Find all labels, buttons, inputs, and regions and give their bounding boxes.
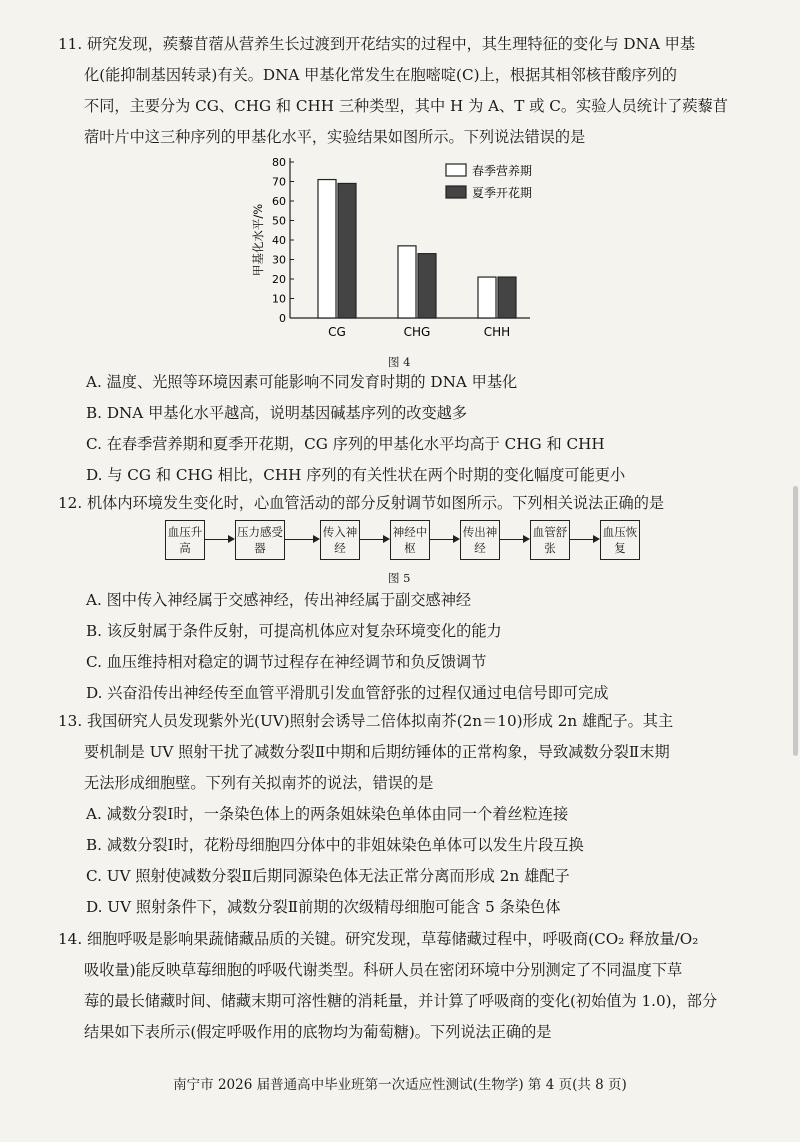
q11-option-a: A. 温度、光照等环境因素可能影响不同发育时期的 DNA 甲基化 bbox=[86, 373, 518, 391]
q13-line-3: 无法形成细胞壁。下列有关拟南芥的说法，错误的是 bbox=[84, 774, 434, 792]
flow-arrow bbox=[500, 539, 528, 540]
x-tick-label: CHG bbox=[403, 325, 431, 339]
flow-box-vasodilation: 血管舒张 bbox=[530, 520, 570, 560]
bar-chg-series-2 bbox=[418, 254, 436, 318]
y-tick-label: 70 bbox=[272, 175, 286, 189]
legend-label: 春季营养期 bbox=[472, 164, 533, 178]
y-tick-label: 10 bbox=[272, 292, 286, 306]
q14-line-1: 14. 细胞呼吸是影响果蔬储藏品质的关键。研究发现，草莓储藏过程中，呼吸商(CO₂ 释放量/O₂ bbox=[58, 930, 699, 948]
legend-swatch bbox=[446, 164, 466, 176]
q13-option-a: A. 减数分裂Ⅰ时，一条染色体上的两条姐妹染色单体由同一个着丝粒连接 bbox=[86, 805, 569, 823]
flow-box-efferent-nerve: 传出神经 bbox=[460, 520, 500, 560]
q12-option-d: D. 兴奋沿传出神经传至血管平滑肌引发血管舒张的过程仅通过电信号即可完成 bbox=[86, 684, 609, 702]
figure-5-caption: 图 5 bbox=[388, 571, 411, 585]
reflex-flow-diagram bbox=[165, 520, 645, 564]
bar-chh-series-1 bbox=[478, 277, 496, 318]
q13-option-d: D. UV 照射条件下，减数分裂Ⅱ前期的次级精母细胞可能含 5 条染色体 bbox=[86, 898, 561, 916]
q14-line-4: 结果如下表所示(假定呼吸作用的底物均为葡萄糖)。下列说法正确的是 bbox=[84, 1023, 552, 1041]
q11-option-d: D. 与 CG 和 CHG 相比，CHH 序列的有关性状在两个时期的变化幅度可能更小 bbox=[86, 466, 626, 484]
y-tick-label: 30 bbox=[272, 253, 286, 267]
q11-line-4: 蓿叶片中这三种序列的甲基化水平，实验结果如图所示。下列说法错误的是 bbox=[84, 128, 586, 146]
y-tick-label: 80 bbox=[272, 156, 286, 169]
x-tick-label: CG bbox=[328, 325, 346, 339]
flow-arrow bbox=[430, 539, 458, 540]
q11-line-2: 化(能抑制基因转录)有关。DNA 甲基化常发生在胞嘧啶(C)上，根据其相邻核苷酸序列的 bbox=[84, 66, 677, 84]
y-axis-label: 甲基化水平/% bbox=[251, 203, 265, 277]
figure-4-caption: 图 4 bbox=[388, 355, 411, 369]
q12-option-b: B. 该反射属于条件反射，可提高机体应对复杂环境变化的能力 bbox=[86, 622, 502, 640]
q11-option-b: B. DNA 甲基化水平越高，说明基因碱基序列的改变越多 bbox=[86, 404, 468, 422]
bar-cg-series-2 bbox=[338, 183, 356, 318]
x-tick-label: CHH bbox=[483, 325, 511, 339]
bar-cg-series-1 bbox=[318, 180, 336, 318]
q12-option-a: A. 图中传入神经属于交感神经，传出神经属于副交感神经 bbox=[86, 591, 472, 609]
bar-chg-series-1 bbox=[398, 246, 416, 318]
flow-box-pressure-recovery: 血压恢复 bbox=[600, 520, 640, 560]
q11-line-3: 不同，主要分为 CG、CHG 和 CHH 三种类型，其中 H 为 A、T 或 C。实验人员统计了蒺藜苜 bbox=[84, 97, 728, 115]
q14-line-3: 莓的最长储藏时间、储藏末期可溶性糖的消耗量，并计算了呼吸商的变化(初始值为 1.0)，部分 bbox=[84, 992, 718, 1010]
legend-swatch bbox=[446, 186, 466, 198]
y-tick-label: 40 bbox=[272, 234, 286, 247]
q13-line-1: 13. 我国研究人员发现紫外光(UV)照射会诱导二倍体拟南芥(2n＝10)形成 2n 雄配子。其主 bbox=[58, 712, 674, 730]
q13-option-b: B. 减数分裂Ⅰ时，花粉母细胞四分体中的非姐妹染色单体可以发生片段互换 bbox=[86, 836, 584, 854]
q11-line-1: 11. 研究发现，蒺藜苜蓿从营养生长过渡到开花结实的过程中，其生理特征的变化与 DNA 甲基 bbox=[58, 35, 696, 53]
y-tick-label: 0 bbox=[279, 312, 286, 325]
q13-option-c: C. UV 照射使减数分裂Ⅱ后期同源染色体无法正常分离而形成 2n 雄配子 bbox=[86, 867, 570, 885]
flow-box-blood-pressure-rise: 血压升高 bbox=[165, 520, 205, 560]
flow-arrow bbox=[205, 539, 233, 540]
q12-option-c: C. 血压维持相对稳定的调节过程存在神经调节和负反馈调节 bbox=[86, 653, 487, 671]
page-footer: 南宁市 2026 届普通高中毕业班第一次适应性测试(生物学) 第 4 页(共 8 页) bbox=[173, 1077, 627, 1093]
flow-box-baroreceptor: 压力感受器 bbox=[235, 520, 285, 560]
q13-line-2: 要机制是 UV 照射干扰了减数分裂Ⅱ中期和后期纺锤体的正常构象，导致减数分裂Ⅱ末期 bbox=[84, 743, 670, 761]
q11-option-c: C. 在春季营养期和夏季开花期，CG 序列的甲基化水平均高于 CHG 和 CHH bbox=[86, 435, 605, 453]
y-tick-label: 20 bbox=[272, 273, 286, 286]
q14-line-2: 吸收量)能反映草莓细胞的呼吸代谢类型。科研人员在密闭环境中分别测定了不同温度下草 bbox=[84, 961, 683, 979]
legend-label: 夏季开花期 bbox=[472, 186, 533, 200]
methylation-bar-chart bbox=[250, 150, 570, 360]
q12-stem: 12. 机体内环境发生变化时，心血管活动的部分反射调节如图所示。下列相关说法正确的是 bbox=[58, 494, 665, 512]
y-tick-label: 60 bbox=[272, 195, 286, 208]
scrollbar[interactable] bbox=[793, 486, 798, 756]
y-tick-label: 50 bbox=[272, 214, 286, 228]
flow-arrow bbox=[360, 539, 388, 540]
flow-box-nerve-center: 神经中枢 bbox=[390, 520, 430, 560]
bar-chh-series-2 bbox=[498, 277, 516, 318]
flow-box-afferent-nerve: 传入神经 bbox=[320, 520, 360, 560]
flow-arrow bbox=[285, 539, 318, 540]
flow-arrow bbox=[570, 539, 598, 540]
